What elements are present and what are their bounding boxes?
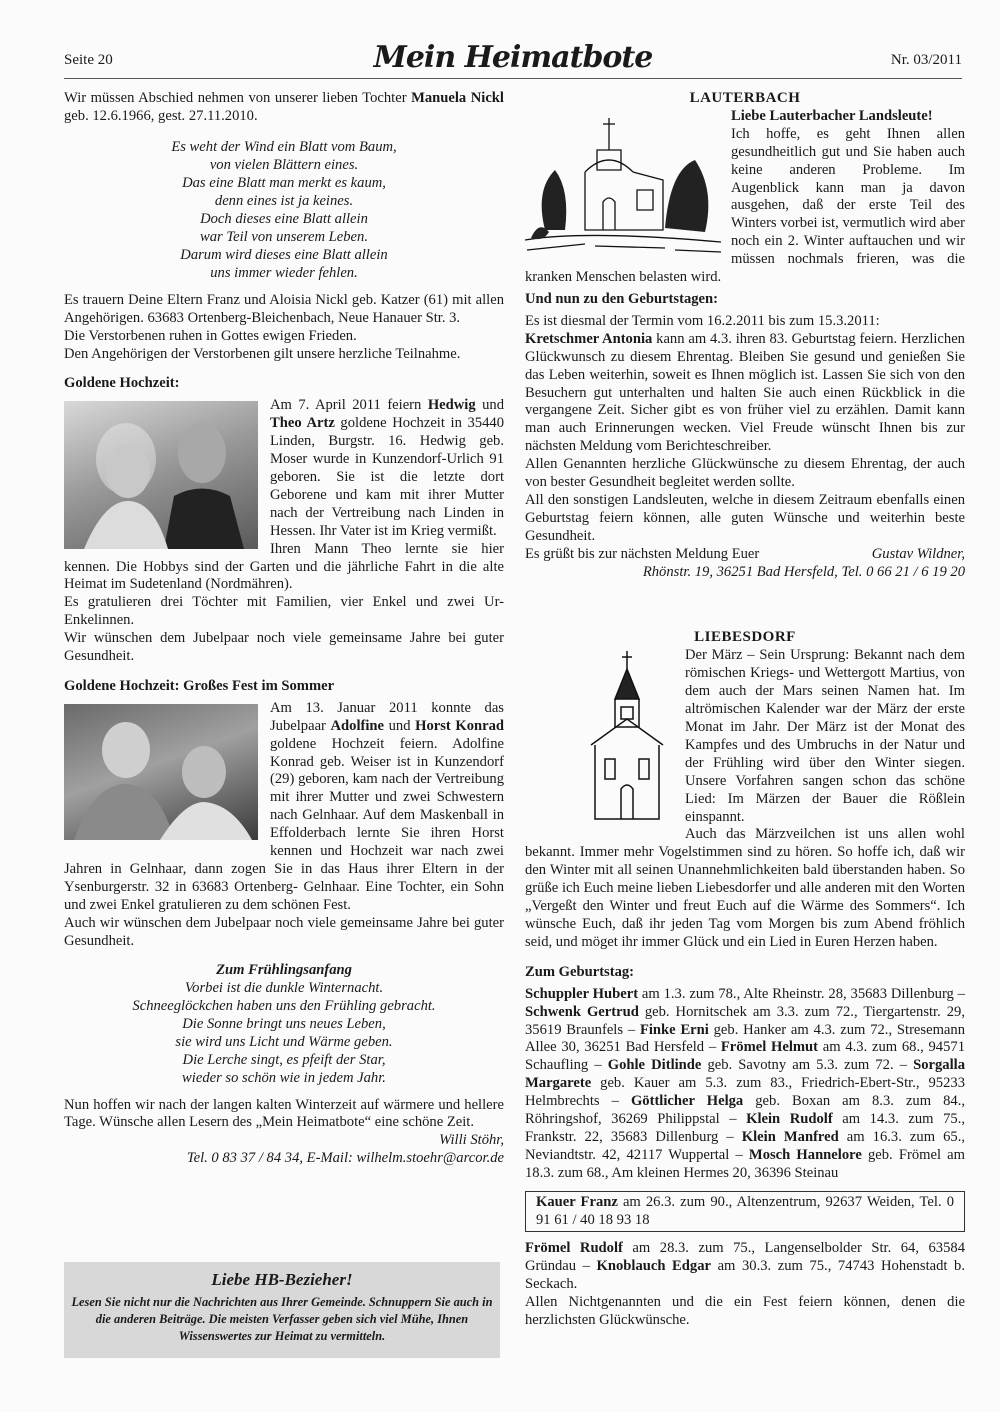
wedding-article-2	[64, 700, 504, 951]
text-paragraph: Es ist diesmal der Termin vom 16.2.2011 bis zum 15.3.2011:	[525, 312, 880, 329]
poem-line: von vielen Blättern eines.	[209, 156, 359, 173]
poem-line: Darum wird dieses eine Blatt allein	[180, 246, 388, 263]
notice-title: Liebe HB-Bezieher!	[211, 1270, 353, 1289]
text-span: am 16.3. zum 65., Neviandtstr. 42, 42117 Wuppertal –	[525, 1128, 965, 1163]
text-paragraph: Wir wünschen dem Jubelpaar noch viele gemeinsame Jahre bei guter Gesundheit.	[64, 630, 504, 665]
chapel-sketch-lauterbach	[525, 110, 721, 266]
poem-line: war Teil von unserem Leben.	[200, 228, 368, 245]
poem-line: wieder so schön wie in jedem Jahr.	[182, 1069, 386, 1086]
couple-photo-icon	[64, 401, 258, 549]
text-span: am 28.3. zum 75., Langenselbolder Str. 64, 63584 Gründau –	[525, 1240, 965, 1275]
text-span: goldene Hochzeit in 35440 Linden, Burgstr. 16. Hedwig geb. Moser wurde in Kunzendorf-Urlich 91 geboren. Sie ist die letzte dort Geborene und kam mit ihrer Mutter nach der Vertreibung nach Linden in Hessen. Ihr Vater ist im Krieg vermißt.	[270, 415, 504, 539]
masthead-logo: Mein Heimatbote	[373, 40, 653, 75]
notice-text: Lesen Sie nicht nur die Nachrichten aus Ihrer Gemeinde. Schnuppern Sie auch in die anderen Beiträge. Die meisten Verfasser geben sich viel Mühe, Ihnen Wissenswertes zur Heimat zu vermitteln.	[71, 1295, 493, 1343]
birthday-list	[525, 986, 965, 1183]
poem-line: Die Sonne bringt uns neues Leben,	[182, 1015, 386, 1032]
text-span: Adolfine	[330, 717, 385, 734]
text-span: kann am 4.3. ihren 83. Geburtstag feiern. Herzlichen Glückwunsch zu diesem Ehrentag. Bleiben Sie gesund und genießen Sie das Leben weiterhin, soweit es Ihnen möglich ist. Lassen Sie sich von den Besuchern gut unterhalten und halten Sie auch einen Rückblick in die vergangene Zeit. Sicher gibt es von früher viel zu erzählen. Damit kann man auch Erinnerungen wecken. Viel Freude wünscht Ihnen bis zur nächsten Meldung vom Berichteschreiber.	[525, 330, 965, 455]
couple-photo-icon	[64, 704, 258, 840]
text-span: geb. Kauer am 5.3. zum 83., Friedrich-Ebert-Str., 95233 Helmbrechts –	[525, 1075, 965, 1110]
author-signature: Willi Stöhr,	[439, 1132, 504, 1149]
left-column	[64, 90, 504, 1168]
poem-line: sie wird uns Licht und Wärme geben.	[175, 1033, 393, 1050]
text-span: Manuela Nickl	[411, 90, 504, 106]
text-span: am 30.3. zum 75., 74743 Hohenstadt b. Seckach.	[525, 1258, 965, 1293]
closing-text: Nun hoffen wir nach der langen kalten Winterzeit auf wärmere und hellere Tage. Wünsche allen Lesern des „Mein Heimatbote“ eine schöne Zeit.	[64, 1096, 504, 1131]
text-paragraph: Auch das Märzveilchen ist uns allen wohl bekannt. Immer mehr Vogelstimmen sind zu hören. So hoffe ich, daß wir den Winter mit all seinen Unannehmlichkeiten bald überstanden haben. So grüße ich Euch meine lieben Liebesdorfer und alle anderen mit den Worten „Vergeßt den Winter und freut Euch auf die Wärme des Sommers“. Ich wünsche Euch, daß ihr jeden Tag vom Morgen bis zum Abend fröhlich seid, und möget ihr immer Glück und ein Lied in Euren Herzen haben.	[525, 826, 965, 950]
poem-line: Schneeglöckchen haben uns den Frühling gebracht.	[132, 997, 436, 1014]
text-span: Knoblauch Edgar	[596, 1258, 711, 1275]
section-title-lauterbach: LAUTERBACH	[689, 90, 801, 106]
right-column	[525, 90, 965, 1330]
wedding-photo-artz	[64, 401, 258, 549]
text-span: Hedwig	[427, 397, 476, 414]
person-name: Frömel Helmut	[720, 1039, 819, 1056]
section-heading: Goldene Hochzeit:	[64, 375, 180, 392]
highlight-box	[525, 1191, 965, 1233]
text-span: goldene Hochzeit feiern. Adolfine Konrad geb. Weiser ist in Kunzendorf (29) geboren, kam nach der Vertreibung mit ihrer Mutter und zwei Schwestern nach Gelnhaar. Auf dem Maskenball in Effolderbach lernte Sie ihren Horst kennen und Hochzeit war nach zwei Jahren in Gelnhaar, dann zogen Sie in das Haus ihrer Eltern in der Ysenburgerstr. 32 in 63683 Ortenberg- Gelnhaar. Eine Tochter, ein Sohn und zwei Enkel gratulieren zu dem schönen Fest.	[64, 735, 504, 913]
text-span: Kauer Franz	[536, 1193, 618, 1210]
subscriber-notice	[64, 1262, 500, 1358]
person-name: Schwenk Gertrud	[525, 1003, 639, 1020]
page-number: Seite 20	[64, 52, 113, 68]
person-name: Gohle Ditlinde	[607, 1057, 702, 1074]
lauterbach-article	[525, 108, 965, 287]
text-span: Am 13. Januar 2011 konnte das Jubelpaar	[270, 699, 504, 734]
author-address: Rhönstr. 19, 36251 Bad Hersfeld, Tel. 0 66 21 / 6 19 20	[642, 563, 965, 580]
text-span: geb. Frömel am 18.3. zum 68., Am kleinen Hermes 20, 36396 Steinau	[525, 1146, 965, 1181]
text-span: am 26.3. zum 90., Altenzentrum, 92637 Weiden, Tel. 0 91 61 / 40 18 93 18	[536, 1193, 955, 1228]
poem-line: Es weht der Wind ein Blatt vom Baum,	[171, 138, 397, 155]
text-span: Gustav Wildner,	[871, 545, 965, 562]
author-contact: Tel. 0 83 37 / 84 34, E-Mail: wilhelm.stoehr@arcor.de	[186, 1150, 504, 1167]
text-span: Am 7. April 2011 feiern	[270, 397, 428, 414]
text-span: und	[475, 397, 505, 414]
wedding-article-1	[64, 397, 504, 666]
person-name: Finke Erni	[639, 1021, 709, 1038]
section-heading: Zum Geburtstag:	[525, 963, 635, 980]
church-icon	[585, 649, 669, 829]
mourners-text: Es trauern Deine Eltern Franz und Aloisia Nickl geb. Katzer (61) mit allen Angehörigen. 63683 Ortenberg-Bleichenbach, Neue Hanauer Str. 3.	[64, 291, 504, 326]
text-paragraph	[525, 331, 965, 456]
section-heading: Goldene Hochzeit: Großes Fest im Sommer	[64, 677, 335, 694]
text-paragraph: Es gratulieren drei Töchter mit Familien, vier Enkel und zwei Ur-Enkelinnen.	[64, 594, 504, 629]
poem-line: Vorbei ist die dunkle Winternacht.	[184, 979, 384, 996]
chapel-sketch-liebesdorf	[585, 649, 669, 835]
person-name: Klein Manfred	[741, 1128, 839, 1145]
text-paragraph	[525, 1240, 965, 1294]
poem-title: Zum Frühlingsanfang	[216, 961, 352, 978]
text-span: und	[384, 717, 416, 734]
obituary-intro	[64, 90, 504, 126]
text-span: geb. Boxan am 8.3. zum 84., Röhringshof, 36269 Philippstal –	[525, 1093, 965, 1128]
condolence-text: Den Angehörigen der Verstorbenen gilt unsere herzliche Teilnahme.	[64, 345, 461, 362]
text-paragraph: Ihren Mann Theo lernte sie hier kennen. Die Hobbys sind der Garten und die jährliche Fahrt in die alte Heimat im Sudetenland (Nordmähren).	[64, 540, 504, 593]
spring-poem	[64, 961, 504, 1087]
poem-line: Doch dieses eine Blatt allein	[200, 210, 368, 227]
poem-line: Das eine Blatt man merkt es kaum,	[182, 174, 386, 191]
greeting: Liebe Lauterbacher Landsleute!	[731, 107, 933, 124]
text-span: Frömel Rudolf	[525, 1240, 623, 1257]
obituary-poem	[64, 138, 504, 282]
wedding-photo-konrad	[64, 704, 258, 840]
text-span: Theo Artz	[270, 415, 335, 432]
text-span: Horst Konrad	[415, 717, 504, 734]
person-name: Mosch Hannelore	[748, 1146, 862, 1163]
text-paragraph: Auch wir wünschen dem Jubelpaar noch viele gemeinsame Jahre bei guter Gesundheit.	[64, 914, 504, 949]
text-span: am 14.3. zum 75., Frankstr. 22, 35683 Dillenburg –	[525, 1111, 965, 1145]
text-paragraph	[525, 546, 965, 564]
text-span: am 1.3. zum 78., Alte Rheinstr. 28, 35683 Dillenburg –	[638, 985, 965, 1002]
text-span: Kretschmer Antonia	[525, 330, 653, 347]
text-paragraph: Allen Genannten herzliche Glückwünsche zu diesem Ehrentag, der auch von bester Gesundheit begleitet werden sollte.	[525, 456, 965, 491]
text-span: Es grüßt bis zur nächsten Meldung Euer	[525, 545, 760, 562]
text-paragraph: Ich hoffe, es geht Ihnen allen gesundheitlich gut und Sie haben auch keine anderen Probleme. Im Augenblick kann man ja davon ausgehen, daß der erste Teil des Winters vorbei ist, vermutlich wird aber noch ein 2. Winter auftauchen und wir müssen nochmals frieren, was die kranken Menschen belasten wird.	[525, 125, 965, 286]
section-title-liebesdorf: LIEBESDORF	[694, 629, 796, 646]
text-span: geb. 12.6.1966, gest. 27.11.2010.	[64, 107, 258, 124]
text-span: am 4.3. zum 68., 94571 Schaufling –	[525, 1039, 965, 1074]
final-wishes: Allen Nichtgenannten und die ein Fest feiern können, denen die herzlichsten Glückwünsche.	[525, 1294, 965, 1329]
person-name: Sorgalla Margarete	[525, 1057, 965, 1092]
poem-line: Die Lerche singt, es pfeift der Star,	[182, 1051, 386, 1068]
text-span: geb. Savotny am 5.3. zum 72. –	[701, 1057, 914, 1074]
chapel-icon	[525, 110, 721, 260]
person-name: Schuppler Hubert	[525, 985, 639, 1002]
rest-text: Die Verstorbenen ruhen in Gottes ewigen Frieden.	[64, 327, 357, 344]
text-paragraph: Der März – Sein Ursprung: Bekannt nach dem römischen Kriegs- und Wettergott Martius, von dem auch der Mars seinen Namen hat. Im altrömischen Kalender war der März der erste Monat im Jahr. Der März ist der Monat des Kampfes und des Umbruchs in der Natur und der Frühling wird über den Winter siegen. Unsere Vorfahren sangen schon das schöne Lied: Im Märzen der Bauer die Rößlein einspannt.	[685, 647, 965, 825]
text-paragraph: All den sonstigen Landsleuten, welche in diesem Zeitraum ebenfalls einen Geburtstag feiern können, alle guten Wünsche und weiterhin beste Gesundheit.	[525, 491, 965, 544]
text-span: geb. Hornitschek am 3.3. zum 72., Tiergartenstr. 29, 35619 Braunfels –	[525, 1003, 966, 1038]
issue-number: Nr. 03/2011	[890, 52, 962, 68]
section-heading: Und nun zu den Geburtstagen:	[525, 290, 719, 307]
page-header	[64, 40, 962, 79]
poem-line: denn eines ist ja keines.	[214, 192, 354, 209]
text-paragraph	[536, 1194, 954, 1230]
text-span: Wir müssen Abschied nehmen von unserer lieben Tochter	[64, 90, 412, 106]
poem-line: uns immer wieder fehlen.	[210, 264, 358, 281]
person-name: Göttlicher Helga	[630, 1093, 744, 1110]
person-name: Klein Rudolf	[746, 1111, 833, 1128]
liebesdorf-article	[525, 647, 965, 951]
text-span: geb. Hanker am 4.3. zum 72., Stresemann Allee 30, 36251 Bad Hersfeld –	[525, 1021, 965, 1056]
